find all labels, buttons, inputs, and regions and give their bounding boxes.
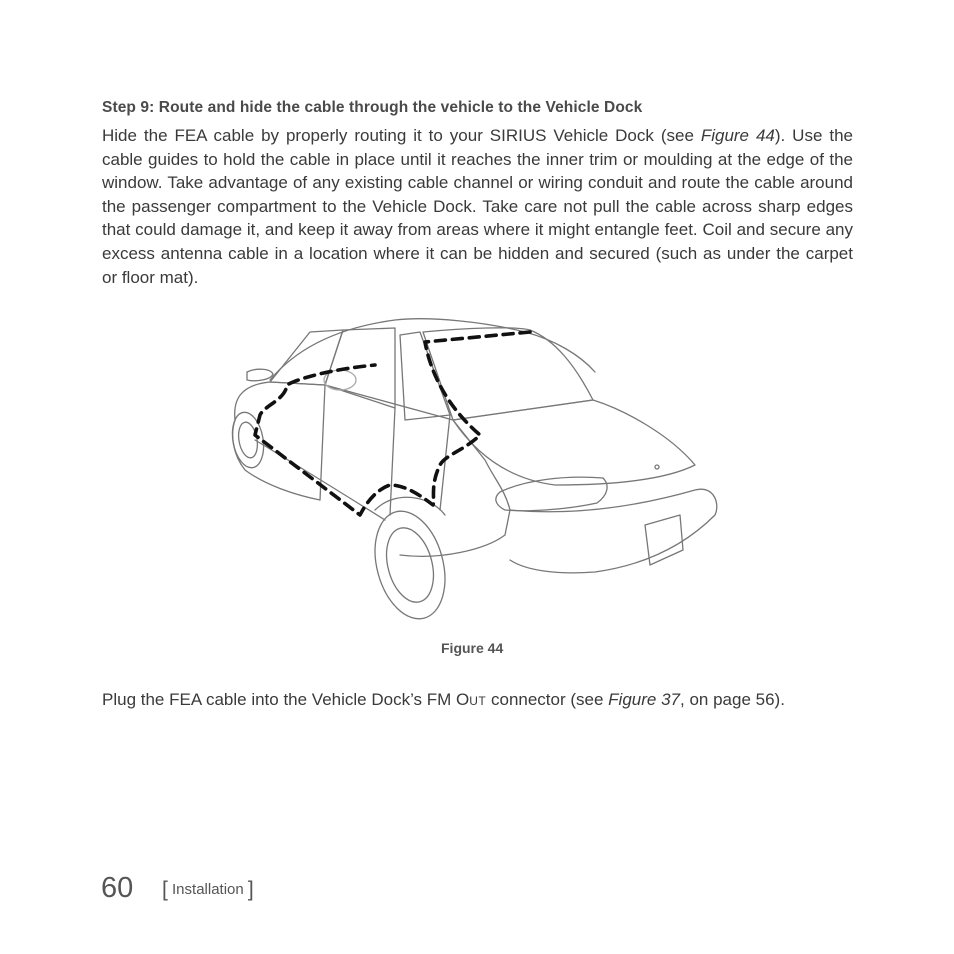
side-mirror	[247, 369, 273, 381]
plug-text-smallcaps: UT	[469, 694, 487, 708]
plug-instruction	[102, 688, 853, 714]
cable-route-path	[255, 332, 530, 515]
bracket-close: ]	[247, 878, 254, 901]
rear-bumper	[510, 489, 717, 573]
figure-reference: Figure 44	[700, 126, 775, 145]
step-instructions	[102, 124, 853, 289]
instructions-text-a: Hide the FEA cable by properly routing it to your SIRIUS Vehicle Dock (see	[102, 126, 701, 145]
plug-text-b: connector (see	[486, 690, 609, 709]
trunk-lid	[453, 400, 695, 485]
car-body-side	[235, 382, 510, 556]
car-cable-route-illustration	[225, 310, 725, 630]
figure-caption: Figure 44	[441, 640, 504, 656]
car-front	[233, 420, 320, 500]
plug-text-a: Plug the FEA cable into the Vehicle Dock’s FM O	[102, 690, 470, 709]
bracket-open: [	[162, 878, 168, 901]
step-heading: Step 9: Route and hide the cable through the vehicle to the Vehicle Dock	[102, 99, 643, 116]
page-number: 60	[101, 872, 134, 904]
taillight	[496, 477, 607, 511]
rear-wheel	[364, 503, 456, 626]
section-name: Installation	[167, 881, 248, 898]
plug-text-c: , on page 56).	[680, 690, 785, 709]
figure-37-reference: Figure 37	[608, 690, 680, 709]
section-label	[162, 878, 254, 902]
instructions-text-b: ). Use the cable guides to hold the cable in place until it reaches the inner trim or moulding at the edge of the window. Take advantage of any existing cable channel or wiring conduit and route the cable around the passenger compartment to the Vehicle Dock. Take care not pull the cable across sharp edges that could damage it, and keep it away from areas where it might entangle feet. Coil and secure any excess antenna cable in a location where it can be hidden and secured (such as under the carpet or floor mat).	[102, 126, 853, 287]
rear-glass	[423, 328, 593, 420]
